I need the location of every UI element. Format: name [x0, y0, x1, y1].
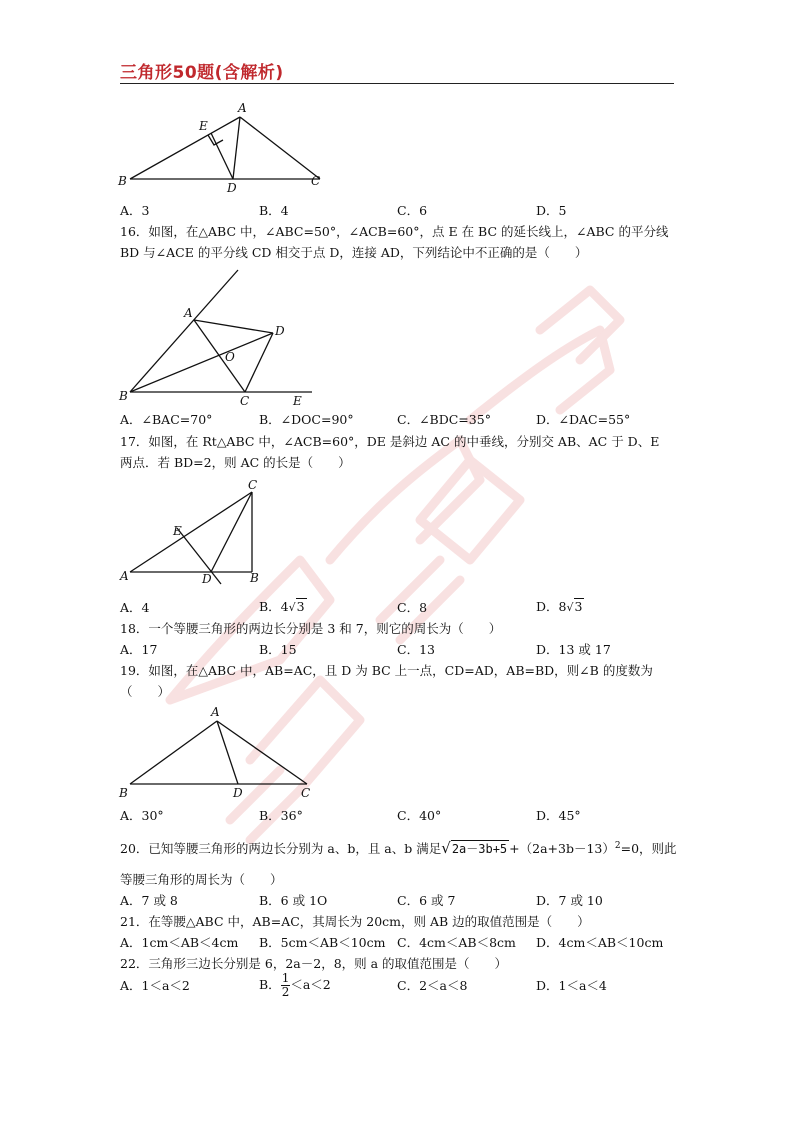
q17-option-d: D．8√3: [536, 599, 583, 614]
q18-option-c: C．13: [397, 642, 435, 657]
q18-option-d: D．13 或 17: [536, 642, 611, 657]
q16-label-b: B: [119, 389, 128, 403]
q18-option-b: B．15: [259, 642, 297, 657]
q22-option-d: D．1＜a＜4: [536, 978, 607, 993]
q19-figure: [115, 703, 320, 803]
q20-text-line1: 20．已知等腰三角形的两边长分别为 a、b，且 a、b 满足$√2a-3b+5 +(2a+3b-13)^2=0$，则此: [120, 839, 677, 858]
q16-label-a: A: [184, 306, 193, 320]
q16-side-ac: [194, 320, 245, 392]
q15-figure: [115, 100, 335, 195]
q19-option-a: A．30°: [120, 808, 164, 823]
q16-option-b: B．∠DOC=90°: [259, 412, 354, 427]
q15-right-angle-mark: [208, 135, 223, 145]
page-header-title: 三角形50题(含解析): [120, 63, 284, 83]
q20-text-line2: 等腰三角形的周长为（ ）: [120, 872, 283, 887]
q19-label-a: A: [211, 705, 220, 719]
q16-label-d: D: [275, 324, 285, 338]
q22-text-line1: 22．三角形三边长分别是 6，2a－2，8，则 a 的取值范围是（ ）: [120, 956, 508, 971]
q22-option-b: B． $\frac{1}{2}$ ＜a＜2: [259, 971, 331, 999]
q17-option-a: A．4: [120, 600, 150, 615]
q15-label-b: B: [118, 174, 127, 188]
q18-text-line1: 18．一个等腰三角形的两边长分别是 3 和 7，则它的周长为（ ）: [120, 621, 502, 636]
q19-side-ac: [217, 721, 307, 784]
q15-label-e: E: [199, 119, 208, 133]
q16-option-c: C．∠BDC=35°: [397, 412, 491, 427]
q15-side-ac: [240, 117, 320, 179]
q17-label-a: A: [120, 569, 129, 583]
q16-text-line2: BD 与∠ACE 的平分线 CD 相交于点 D，连接 AD，下列结论中不正确的是（ ）: [120, 245, 588, 260]
q16-text-line1: 16．如图，在△ABC 中，∠ABC=50°，∠ACB=60°，点 E 在 BC 的延长线上，∠ABC 的平分线: [120, 224, 669, 239]
q17-option-b-sqrt: 3: [296, 599, 305, 614]
q17-side-ac: [130, 492, 252, 572]
q16-label-o: O: [225, 350, 235, 364]
q17-label-e: E: [173, 524, 182, 538]
q17-text-line2: 两点．若 BD=2，则 AC 的长是（ ）: [120, 455, 351, 470]
q19-label-b: B: [119, 786, 128, 800]
q19-side-ab: [130, 721, 217, 784]
q15-option-b: B．4: [259, 203, 289, 218]
q21-option-d: D．4cm＜AB＜10cm: [536, 935, 664, 950]
q15-side-ba: [130, 117, 240, 179]
q19-label-d: D: [233, 786, 243, 800]
q17-option-d-sqrt: 3: [574, 599, 583, 614]
q15-label-c: C: [311, 174, 321, 188]
q19-text-line1: 19．如图，在△ABC 中，AB=AC，且 D 为 BC 上一点，CD=AD，AB=BD，则∠B 的度数为: [120, 663, 653, 678]
q17-label-d: D: [202, 572, 212, 586]
q19-segment-ad: [217, 721, 238, 784]
q22-option-a: A．1＜a＜2: [120, 978, 190, 993]
q21-option-b: B．5cm＜AB＜10cm: [259, 935, 386, 950]
q20-option-a: A．7 或 8: [120, 893, 178, 908]
q16-label-e: E: [293, 394, 302, 407]
q16-option-a: A．∠BAC=70°: [120, 412, 213, 427]
q20-option-b: B．6 或 1O: [259, 893, 328, 908]
q16-segment-ad: [194, 320, 273, 333]
q18-option-a: A．17: [120, 642, 158, 657]
q21-option-a: A．1cm＜AB＜4cm: [120, 935, 239, 950]
q19-label-c: C: [301, 786, 311, 800]
q21-text-line1: 21．在等腰△ABC 中，AB=AC，其周长为 20cm，则 AB 边的取值范围是（ ）: [120, 914, 590, 929]
q20-option-d: D．7 或 10: [536, 893, 603, 908]
q15-option-d: D．5: [536, 203, 567, 218]
q19-option-c: C．40°: [397, 808, 442, 823]
q16-ray-ba: [130, 270, 238, 392]
q17-text-line1: 17．如图，在 Rt△ABC 中，∠ACB=60°，DE 是斜边 AC 的中垂线，分别交 AB、AC 于 D、E: [120, 434, 660, 449]
q17-option-b: B．4√3: [259, 599, 305, 614]
q16-option-d: D．∠DAC=55°: [536, 412, 631, 427]
q19-text-line2: （ ）: [120, 684, 171, 699]
q17-option-c: C．8: [397, 600, 428, 615]
q20-radicand: 2a－3b+5: [451, 842, 508, 857]
q22-option-b-fraction: $\frac{1}{2}$: [281, 971, 290, 999]
q19-option-d: D．45°: [536, 808, 581, 823]
q22-option-c: C．2＜a＜8: [397, 978, 468, 993]
q15-label-d: D: [227, 181, 237, 195]
q21-option-c: C．4cm＜AB＜8cm: [397, 935, 516, 950]
q17-perpendicular-bisector: [177, 528, 221, 584]
q17-label-c: C: [248, 478, 258, 492]
q17-figure: [115, 475, 275, 590]
q17-label-b: B: [250, 571, 259, 585]
q16-label-c: C: [240, 394, 250, 407]
q15-option-c: C．6: [397, 203, 428, 218]
q15-segment-ad: [233, 117, 240, 179]
q16-segment-cd: [245, 333, 273, 392]
q15-label-a: A: [238, 101, 247, 115]
q15-option-a: A．3: [120, 203, 150, 218]
q16-segment-bd: [130, 333, 273, 392]
q19-option-b: B．36°: [259, 808, 303, 823]
q17-segment-cd: [211, 492, 252, 572]
q20-option-c: C．6 或 7: [397, 893, 456, 908]
header-rule: [120, 83, 674, 84]
q16-figure: [115, 265, 325, 407]
